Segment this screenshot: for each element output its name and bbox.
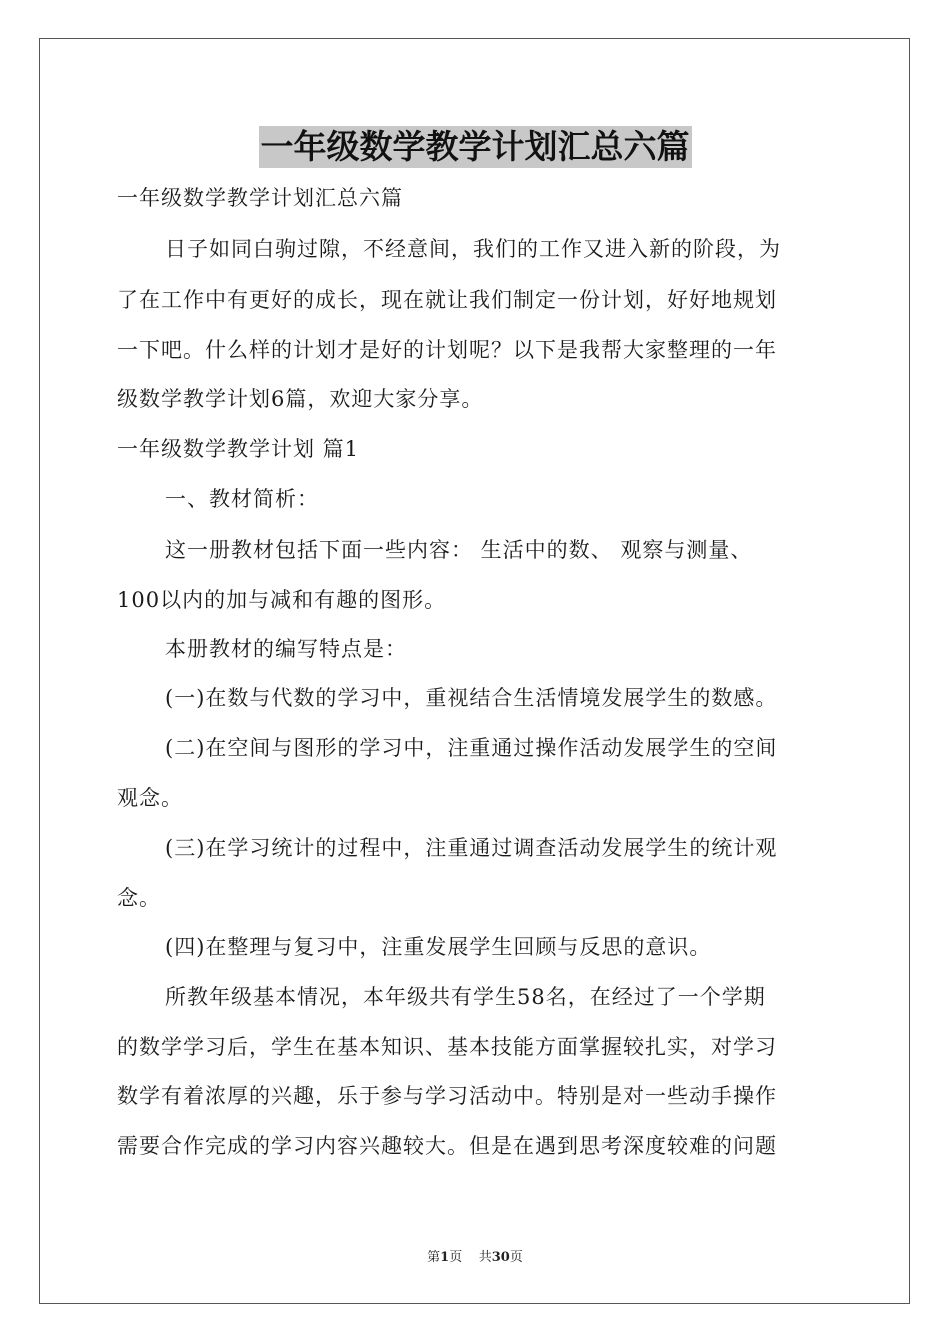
document-title: 一年级数学教学计划汇总六篇	[260, 127, 690, 166]
subtitle-line: 一年级数学教学计划汇总六篇	[117, 186, 403, 210]
paragraph-line: 一、教材简析：	[165, 487, 319, 511]
paragraph-line: 日子如同白驹过隙，不经意间，我们的工作又进入新的阶段，为	[165, 237, 781, 261]
paragraph-line: (三)在学习统计的过程中，注重通过调查活动发展学生的统计观	[165, 836, 778, 860]
paragraph-line: 数学有着浓厚的兴趣，乐于参与学习活动中。特别是对一些动手操作	[117, 1084, 777, 1108]
paragraph-line: (二)在空间与图形的学习中，注重通过操作活动发展学生的空间	[165, 736, 778, 760]
paragraph-line: (四)在整理与复习中，注重发展学生回顾与反思的意识。	[165, 935, 712, 959]
paragraph-line: 观念。	[117, 786, 183, 810]
section-heading: 一年级数学教学计划 篇1	[117, 437, 360, 461]
paragraph-line: 念。	[117, 886, 161, 910]
paragraph-line: 这一册教材包括下面一些内容： 生活中的数、 观察与测量、	[165, 538, 753, 562]
paragraph-line: 100以内的加与减和有趣的图形。	[117, 588, 447, 612]
title-container	[0, 126, 950, 168]
paragraph-line: 的数学学习后，学生在基本知识、基本技能方面掌握较扎实，对学习	[117, 1035, 777, 1059]
paragraph-line: (一)在数与代数的学习中，重视结合生活情境发展学生的数感。	[165, 686, 778, 710]
footer-total-pages: 30	[491, 1250, 510, 1265]
paragraph-line: 了在工作中有更好的成长，现在就让我们制定一份计划，好好地规划	[117, 288, 777, 312]
page-border	[39, 38, 910, 1304]
paragraph-line: 所教年级基本情况，本年级共有学生58名，在经过了一个学期	[165, 985, 766, 1009]
page-footer	[0, 1246, 950, 1265]
footer-prefix: 第	[427, 1250, 441, 1265]
paragraph-line: 一下吧。什么样的计划才是好的计划呢？以下是我帮大家整理的一年	[117, 338, 777, 362]
footer-mid: 页 共	[449, 1250, 492, 1265]
paragraph-line: 本册教材的编写特点是：	[165, 637, 407, 661]
footer-suffix: 页	[509, 1250, 523, 1265]
footer-page-number: 1	[440, 1250, 450, 1265]
paragraph-line: 级数学教学计划6篇，欢迎大家分享。	[117, 387, 484, 411]
paragraph-line: 需要合作完成的学习内容兴趣较大。但是在遇到思考深度较难的问题	[117, 1134, 777, 1158]
